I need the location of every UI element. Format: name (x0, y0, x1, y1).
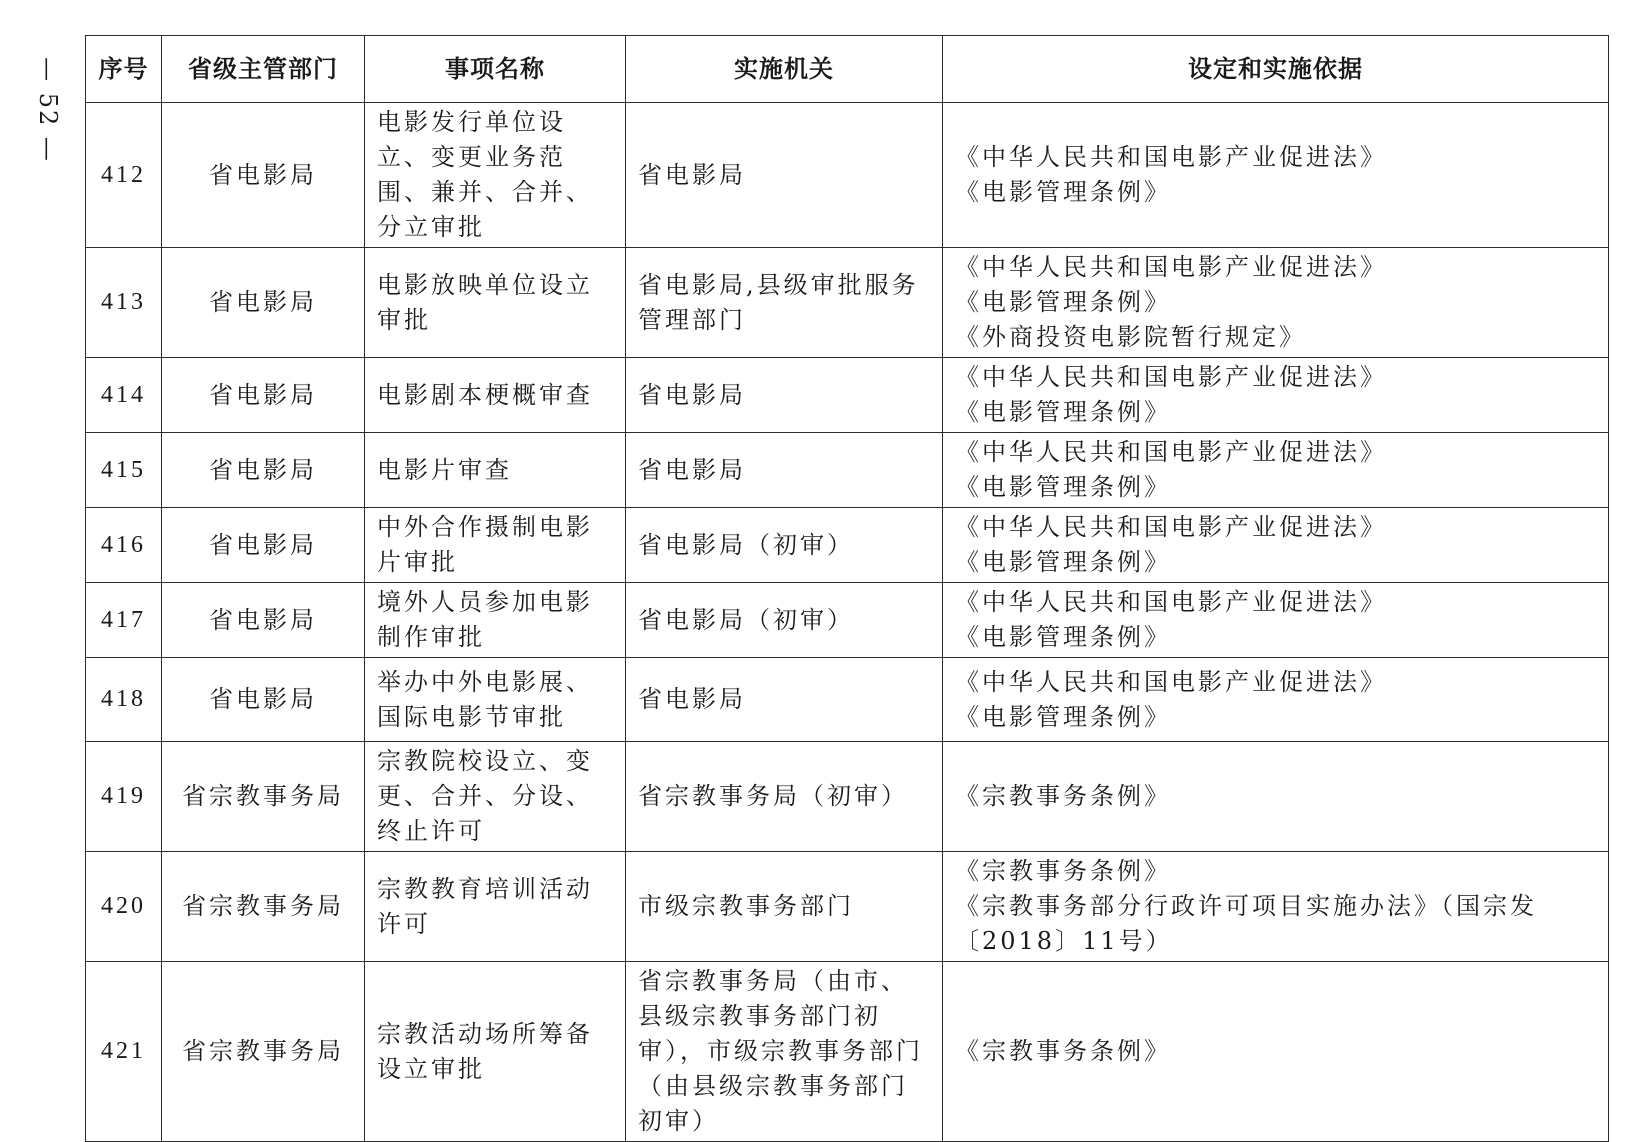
legal-basis-line: 《外商投资电影院暂行规定》 (955, 323, 1306, 351)
department: 省电影局 (162, 103, 365, 248)
legal-basis-line: 《电影管理条例》 (955, 473, 1171, 501)
legal-basis-line: 《中华人民共和国电影产业促进法》 (955, 667, 1387, 696)
header-item-name: 事项名称 (365, 36, 626, 103)
legal-basis-line: 《电影管理条例》 (955, 548, 1171, 576)
header-row (86, 36, 1609, 103)
row-number: 415 (86, 433, 162, 508)
department: 省电影局 (162, 433, 365, 508)
row-number: 418 (86, 658, 162, 742)
table-row (86, 358, 1609, 433)
implementing-org: 市级宗教事务部门 (626, 852, 943, 962)
table-row (86, 103, 1609, 248)
legal-basis (943, 658, 1609, 742)
implementing-org: 省宗教事务局（初审） (626, 742, 943, 852)
department: 省电影局 (162, 658, 365, 742)
department: 省宗教事务局 (162, 852, 365, 962)
table-row (86, 658, 1609, 742)
item-name: 宗教院校设立、变更、合并、分设、终止许可 (365, 742, 626, 852)
implementing-org: 省宗教事务局（由市、县级宗教事务部门初审），市级宗教事务部门（由县级宗教事务部门初审） (626, 962, 943, 1142)
table-row (86, 248, 1609, 358)
legal-basis-line: 《电影管理条例》 (955, 288, 1171, 316)
header-dept: 省级主管部门 (162, 36, 365, 103)
legal-basis-line: 《电影管理条例》 (955, 398, 1171, 426)
legal-basis (943, 433, 1609, 508)
legal-basis (943, 358, 1609, 433)
department: 省宗教事务局 (162, 742, 365, 852)
legal-basis-line: 《电影管理条例》 (955, 178, 1171, 206)
implementing-org: 省电影局 (626, 103, 943, 248)
header-no: 序号 (86, 36, 162, 103)
legal-basis-line: 《中华人民共和国电影产业促进法》 (955, 143, 1387, 171)
table-row (86, 583, 1609, 658)
legal-basis (943, 103, 1609, 248)
header-legal-basis: 设定和实施依据 (943, 36, 1609, 103)
legal-basis-line: 《中华人民共和国电影产业促进法》 (955, 513, 1387, 541)
implementing-org: 省电影局（初审） (626, 583, 943, 658)
legal-basis-line: 《中华人民共和国电影产业促进法》 (955, 588, 1387, 616)
legal-basis (943, 742, 1609, 852)
approval-items-table (85, 35, 1609, 1142)
legal-basis (943, 248, 1609, 358)
page-number (18, 40, 78, 180)
legal-basis (943, 583, 1609, 658)
row-number: 421 (86, 962, 162, 1142)
legal-basis-line: 《宗教事务部分行政许可项目实施办法》（国宗发〔2018〕11号） (955, 892, 1537, 955)
legal-basis-line: 《中华人民共和国电影产业促进法》 (955, 253, 1387, 281)
implementing-org: 省电影局 (626, 433, 943, 508)
legal-basis-line: 《中华人民共和国电影产业促进法》 (955, 438, 1387, 466)
row-number: 420 (86, 852, 162, 962)
row-number: 416 (86, 508, 162, 583)
implementing-org: 省电影局 (626, 358, 943, 433)
table-header (86, 36, 1609, 103)
department: 省电影局 (162, 508, 365, 583)
item-name: 中外合作摄制电影片审批 (365, 508, 626, 583)
item-name: 境外人员参加电影制作审批 (365, 583, 626, 658)
implementing-org: 省电影局（初审） (626, 508, 943, 583)
legal-basis-line: 《中华人民共和国电影产业促进法》 (955, 363, 1387, 391)
page-number-text: — 52 — (34, 57, 63, 163)
legal-basis-line: 《宗教事务条例》 (955, 1037, 1171, 1065)
row-number: 419 (86, 742, 162, 852)
department: 省电影局 (162, 358, 365, 433)
legal-basis (943, 508, 1609, 583)
item-name: 电影放映单位设立审批 (365, 248, 626, 358)
legal-basis (943, 852, 1609, 962)
department: 省电影局 (162, 583, 365, 658)
header-implementing-org: 实施机关 (626, 36, 943, 103)
department: 省电影局 (162, 248, 365, 358)
item-name: 电影剧本梗概审查 (365, 358, 626, 433)
legal-basis-line: 《宗教事务条例》 (955, 782, 1171, 810)
table-row (86, 962, 1609, 1142)
table-body (86, 103, 1609, 1142)
table-row (86, 508, 1609, 583)
legal-basis-line: 《电影管理条例》 (955, 702, 1171, 731)
table-row (86, 433, 1609, 508)
department: 省宗教事务局 (162, 962, 365, 1142)
row-number: 413 (86, 248, 162, 358)
legal-basis (943, 962, 1609, 1142)
table-row (86, 742, 1609, 852)
row-number: 412 (86, 103, 162, 248)
row-number: 417 (86, 583, 162, 658)
implementing-org: 省电影局 (626, 658, 943, 742)
legal-basis-line: 《电影管理条例》 (955, 623, 1171, 651)
item-name: 电影片审查 (365, 433, 626, 508)
item-name: 电影发行单位设立、变更业务范围、兼并、合并、分立审批 (365, 103, 626, 248)
table-row (86, 852, 1609, 962)
item-name: 宗教活动场所筹备设立审批 (365, 962, 626, 1142)
row-number: 414 (86, 358, 162, 433)
implementing-org: 省电影局,县级审批服务管理部门 (626, 248, 943, 358)
legal-basis-line: 《宗教事务条例》 (955, 857, 1171, 885)
item-name: 宗教教育培训活动许可 (365, 852, 626, 962)
item-name: 举办中外电影展、国际电影节审批 (365, 658, 626, 742)
